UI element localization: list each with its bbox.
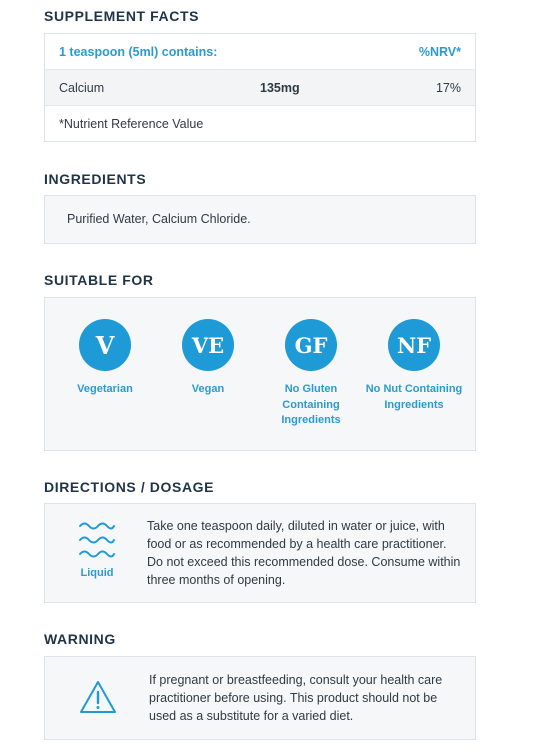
no-gluten-icon: GF (285, 319, 337, 371)
vegetarian-label: Vegetarian (77, 383, 133, 395)
suitable-for-heading: SUITABLE FOR (44, 272, 154, 288)
vegan-label: Vegan (191, 383, 225, 395)
supplement-facts-table (44, 33, 476, 142)
warning-heading: WARNING (44, 631, 116, 647)
vegan-icon: VE (182, 319, 234, 371)
nutrient-nrv: 17% (435, 81, 461, 95)
ingredients-panel (44, 195, 476, 244)
liquid-waves-icon (78, 521, 116, 561)
suitable-for-panel (44, 297, 476, 451)
supplement-facts-heading: SUPPLEMENT FACTS (44, 8, 200, 24)
table-row (45, 70, 475, 106)
no-gluten-label: No Gluten Containing Ingredients (281, 383, 341, 426)
serving-size-label: 1 teaspoon (5ml) contains: (59, 44, 218, 59)
warning-text: If pregnant or breastfeeding, consult your health care practitioner before using. This product should not be used as a substitute for a varied diet. (149, 673, 443, 723)
nrv-header: %NRV* (418, 44, 461, 59)
directions-panel (44, 503, 476, 603)
nutrient-name: Calcium (59, 81, 105, 95)
vegetarian-icon: V (79, 319, 131, 371)
ingredients-text: Purified Water, Calcium Chloride. (67, 212, 251, 226)
warning-triangle-icon (79, 680, 117, 714)
no-nut-label: No Nut Containing Ingredients (365, 383, 463, 411)
directions-heading: DIRECTIONS / DOSAGE (44, 479, 215, 495)
no-nut-icon: NF (388, 319, 440, 371)
directions-text: Take one teaspoon daily, diluted in water or juice, with food or as recommended by a health care practitioner. Do not exceed this recommended dose. Consume within three months of opening. (147, 519, 461, 587)
ingredients-heading: INGREDIENTS (44, 171, 147, 187)
facts-footnote: *Nutrient Reference Value (45, 106, 475, 141)
facts-header-row (45, 34, 475, 70)
warning-panel (44, 656, 476, 740)
liquid-label: Liquid (80, 567, 114, 579)
nutrient-amount: 135mg (260, 81, 300, 95)
